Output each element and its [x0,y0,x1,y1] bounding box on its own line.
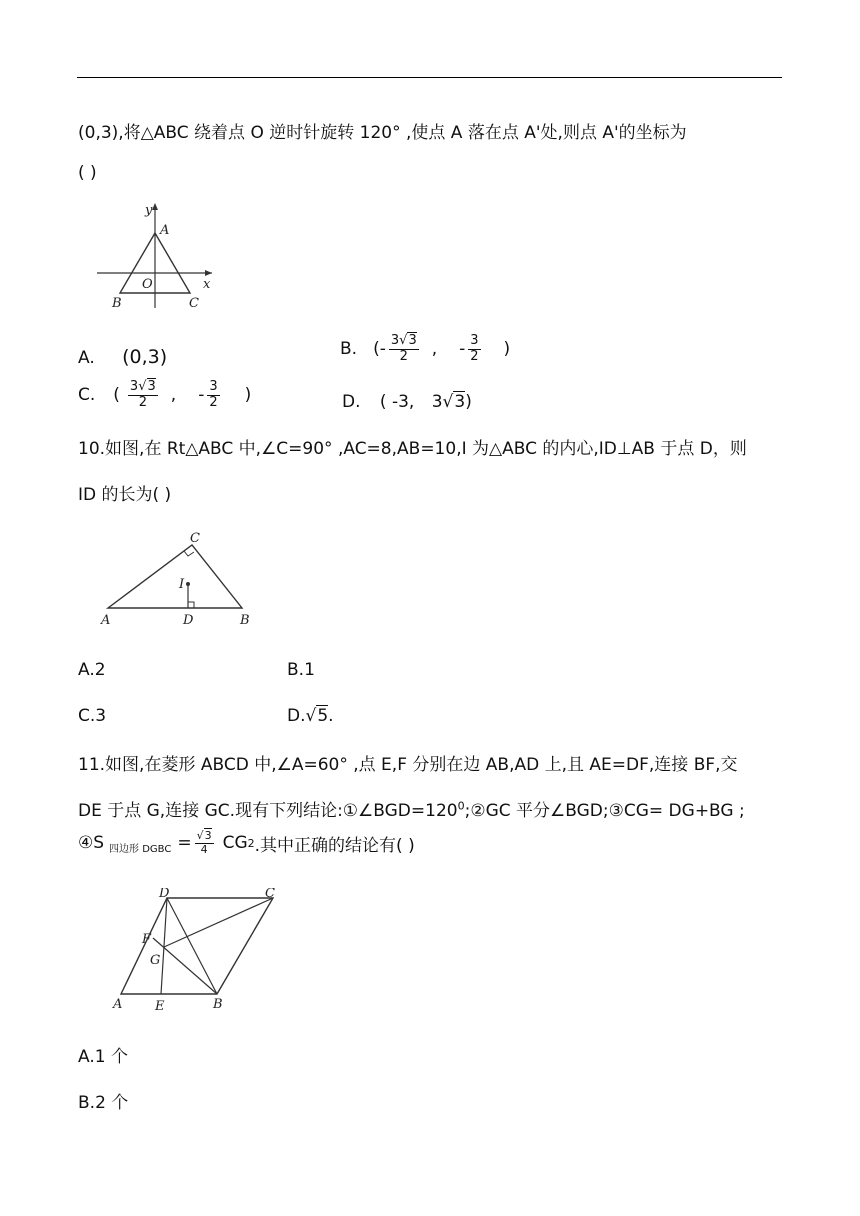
option-d-radicand: 3 [454,392,466,412]
option-d-open: ( -3, [379,392,415,412]
q11-line3-cg: CG [222,833,248,854]
option-d-close: ) [465,392,472,412]
header-rule [77,77,782,78]
frac-num-coef: 3 [129,379,139,394]
q10-triangle-figure [96,528,261,630]
frac-den: 2 [399,348,408,364]
option-d-coef: 3 [431,392,443,412]
frac-num: 3 [470,333,479,348]
option-a-value: (0,3) [122,346,168,368]
option-c-sep: , [170,385,177,406]
frac-num: 3 [209,379,218,394]
option-b-neg: - [459,339,466,360]
q9-option-a [78,346,167,368]
q10-option-d: D.√5. [287,706,334,726]
q11-option-b: B.2 个 [78,1093,129,1113]
option-c-neg: - [198,385,205,406]
option-d-prefix: D. [287,706,306,726]
option-b-sep: , [431,339,438,360]
label-i: I [179,577,185,592]
label-o: O [142,277,153,292]
q9-answer-bracket: ( ) [78,163,97,183]
q9-option-c [78,380,251,411]
label-b: B [240,613,250,628]
frac-den: 2 [138,394,147,410]
label-x: x [203,277,211,292]
right-angle-mark-d [188,602,194,608]
frac-num-coef: 3 [390,333,400,348]
right-angle-mark-c [184,551,194,556]
frac-num-radicand: 3 [408,333,417,348]
option-b-fraction-1: $\frac{3√3}{2}$ [390,333,417,364]
label-d: D [183,613,194,628]
frac-den: 2 [470,348,479,364]
option-b-close: ) [503,339,511,360]
q9-option-d: D. ( -3, 3√3) [342,392,472,412]
q11-line3-subscript: 四边形 DGBC [109,843,172,855]
q10-text-line1: 10.如图,在 Rt△ABC 中,∠C=90° ,AC=8,AB=10,I 为△ABC 的内心,ID⊥AB 于点 D，则 [78,439,747,459]
option-b-label: B. [340,339,358,360]
option-d-suffix: . [328,706,334,726]
option-b-fraction-2 [468,334,480,365]
frac-den: 2 [209,394,218,410]
diagonal-db [167,898,217,994]
point-i [186,582,190,586]
option-a-label: A. [78,348,95,368]
option-c-fraction-2 [207,380,219,411]
option-d-label: D. [342,392,361,412]
label-c: C [189,296,199,311]
option-c-close: ) [244,385,252,406]
q11-text-line3 [78,830,415,856]
label-d: D [159,888,170,901]
label-c: C [265,888,275,901]
label-g: G [150,953,161,968]
frac-den: 4 [200,842,208,856]
q11-line3-prefix: ④S [78,833,105,854]
q11-line2-sup: 0 [457,799,465,813]
label-c: C [190,531,200,546]
q11-text-line1: 11.如图,在菱形 ABCD 中,∠A=60° ,点 E,F 分别在边 AB,AD 上,且 AE=DF,连接 BF,交 [78,755,738,775]
frac-num-radicand: 3 [147,379,156,394]
q11-option-a: A.1 个 [78,1047,128,1067]
q11-line3-eq: = [177,833,192,854]
frac-num-radicand: 3 [204,829,212,842]
label-f: F [142,932,152,947]
option-c-label: C. [78,385,96,406]
q11-line3-fraction: $\frac{√3}{4}$ [196,829,212,856]
q10-text-line2: ID 的长为( ) [78,485,172,505]
q11-text-line2 [78,796,745,821]
q11-rhombus-figure [105,888,285,1016]
label-b: B [213,997,223,1012]
triangle-abc [108,545,242,608]
q9-coordinate-figure [90,198,225,313]
label-a: A [101,613,111,628]
y-axis-arrow [152,203,158,210]
option-c-open: ( [113,385,120,406]
q10-option-c: C.3 [78,706,107,726]
x-axis-arrow [205,270,212,276]
label-y: y [145,203,153,218]
label-a: A [113,997,123,1012]
option-d-radicand: 5 [317,706,329,726]
q9-text-line1: (0,3),将△ABC 绕着点 O 逆时针旋转 120° ,使点 A 落在点 A'处,则点 A'的坐标为 [78,123,687,143]
q11-line3-rest: .其中正确的结论有( ) [254,835,415,856]
label-e: E [155,999,165,1014]
q11-line2-rest: ;②GC 平分∠BGD;③CG= DG+BG ; [464,801,745,821]
q11-line2-main: DE 于点 G,连接 GC.现有下列结论:①∠BGD=120 [78,801,458,821]
q11-line3-sup: 2 [247,836,255,850]
q9-option-b [340,334,510,365]
option-b-open: (- [373,339,386,360]
option-c-fraction-1: $\frac{3√3}{2}$ [129,379,156,410]
q10-option-a: A.2 [78,660,106,680]
q10-option-b: B.1 [287,660,315,680]
label-b: B [112,296,122,311]
label-a: A [160,223,170,238]
